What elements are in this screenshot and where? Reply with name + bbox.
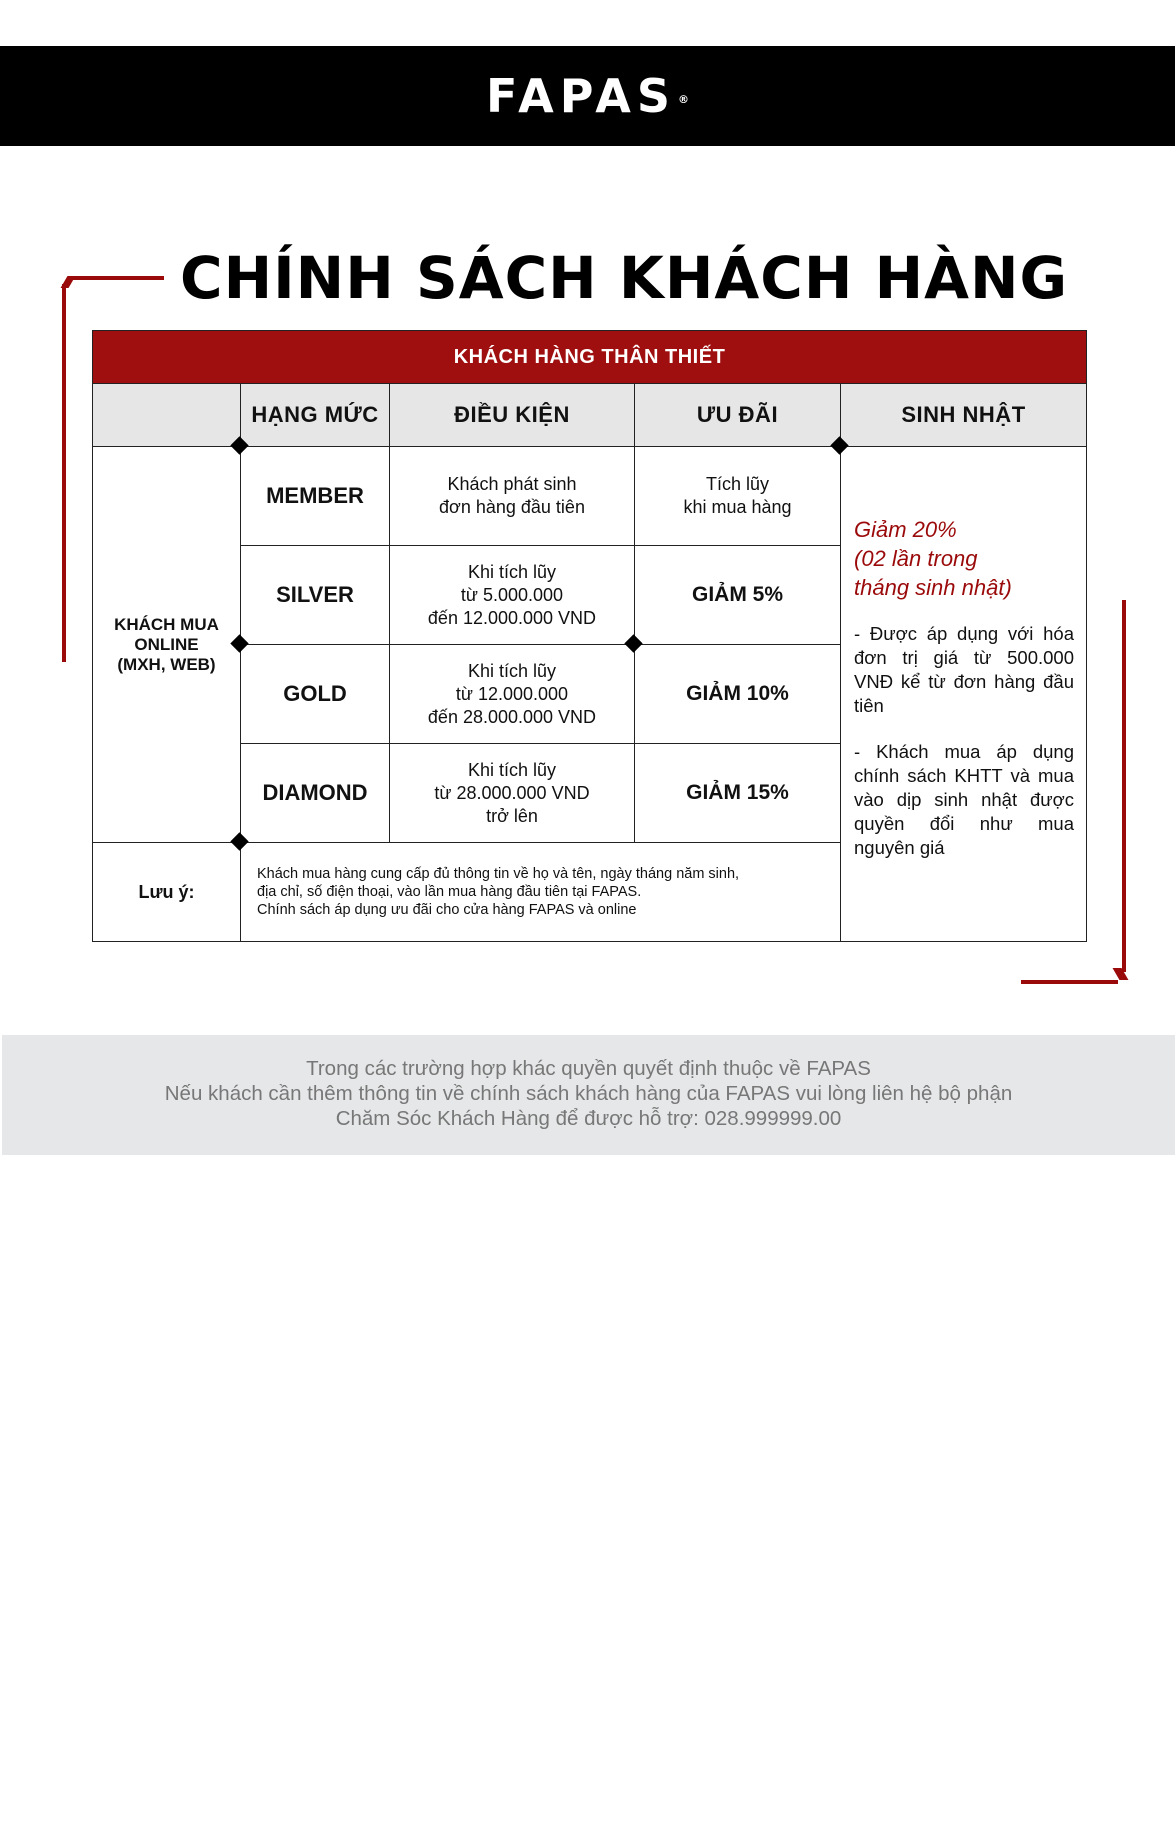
benefit-gold: GIẢM 10% <box>635 645 841 744</box>
table-section-header-row <box>93 331 1087 384</box>
fapas-logo[interactable]: FAPAS ® <box>486 69 689 123</box>
red-bracket-right-vertical <box>1122 600 1126 972</box>
red-bracket-left-vertical <box>62 284 66 662</box>
table-column-header-row <box>93 384 1087 447</box>
birthday-condition-1: - Được áp dụng với hóa đơn trị giá từ 500.000 VNĐ kể từ đơn hàng đầu tiên <box>854 623 1075 716</box>
red-bracket-bottom-horizontal <box>1021 980 1118 984</box>
condition-gold: Khi tích lũy từ 12.000.000 đến 28.000.000 VND <box>390 645 635 744</box>
birthday-benefit-cell <box>841 447 1087 942</box>
column-header-benefit: ƯU ĐÃI <box>635 384 841 447</box>
red-bracket-top-horizontal <box>70 276 164 280</box>
page-title: CHÍNH SÁCH KHÁCH HÀNG <box>180 244 1069 312</box>
column-header-tier: HẠNG MỨC <box>241 384 390 447</box>
table-row-member <box>93 447 1087 546</box>
footer-info <box>2 1035 1175 1155</box>
red-bracket-bottom-corner <box>1113 968 1129 980</box>
footer-line-3: Chăm Sóc Khách Hàng để được hỗ trợ: 028.999999.00 <box>335 1107 842 1130</box>
registered-mark: ® <box>677 93 689 106</box>
footer-line-1: Trong các trường hợp khác quyền quyết định thuộc về FAPAS <box>306 1057 871 1080</box>
tier-diamond: DIAMOND <box>241 744 390 843</box>
footer-line-2: Nếu khách cần thêm thông tin về chính sách khách hàng của FAPAS vui lòng liên hệ bộ phận <box>164 1082 1013 1105</box>
benefit-diamond: GIẢM 15% <box>635 744 841 843</box>
benefit-silver: GIẢM 5% <box>635 546 841 645</box>
column-header-birthday: SINH NHẬT <box>841 384 1087 447</box>
condition-silver: Khi tích lũy từ 5.000.000 đến 12.000.000 VND <box>390 546 635 645</box>
section-title: KHÁCH HÀNG THÂN THIẾT <box>93 331 1087 384</box>
birthday-discount-highlight: Giảm 20% (02 lần trong tháng sinh nhật) <box>854 517 1012 600</box>
channel-cell-online: KHÁCH MUA ONLINE (MXH, WEB) <box>93 447 241 843</box>
top-bar <box>0 46 1175 146</box>
birthday-condition-2: - Khách mua áp dụng chính sách KHTT và mua vào dịp sinh nhật được quyền đổi như mua nguyên giá <box>854 741 1075 858</box>
tier-gold: GOLD <box>241 645 390 744</box>
condition-diamond: Khi tích lũy từ 28.000.000 VND trở lên <box>390 744 635 843</box>
column-header-condition: ĐIỀU KIỆN <box>390 384 635 447</box>
note-text: Khách mua hàng cung cấp đủ thông tin về họ và tên, ngày tháng năm sinh, địa chỉ, số điện thoại, vào lần mua hàng đầu tiên tại FAPAS. Chính sách áp dụng ưu đãi cho cửa hàng FAPAS và online <box>241 843 841 942</box>
tier-silver: SILVER <box>241 546 390 645</box>
note-label: Lưu ý: <box>93 843 241 942</box>
header-empty-cell <box>93 384 241 447</box>
tier-member: MEMBER <box>241 447 390 546</box>
benefit-member: Tích lũy khi mua hàng <box>635 447 841 546</box>
condition-member: Khách phát sinh đơn hàng đầu tiên <box>390 447 635 546</box>
